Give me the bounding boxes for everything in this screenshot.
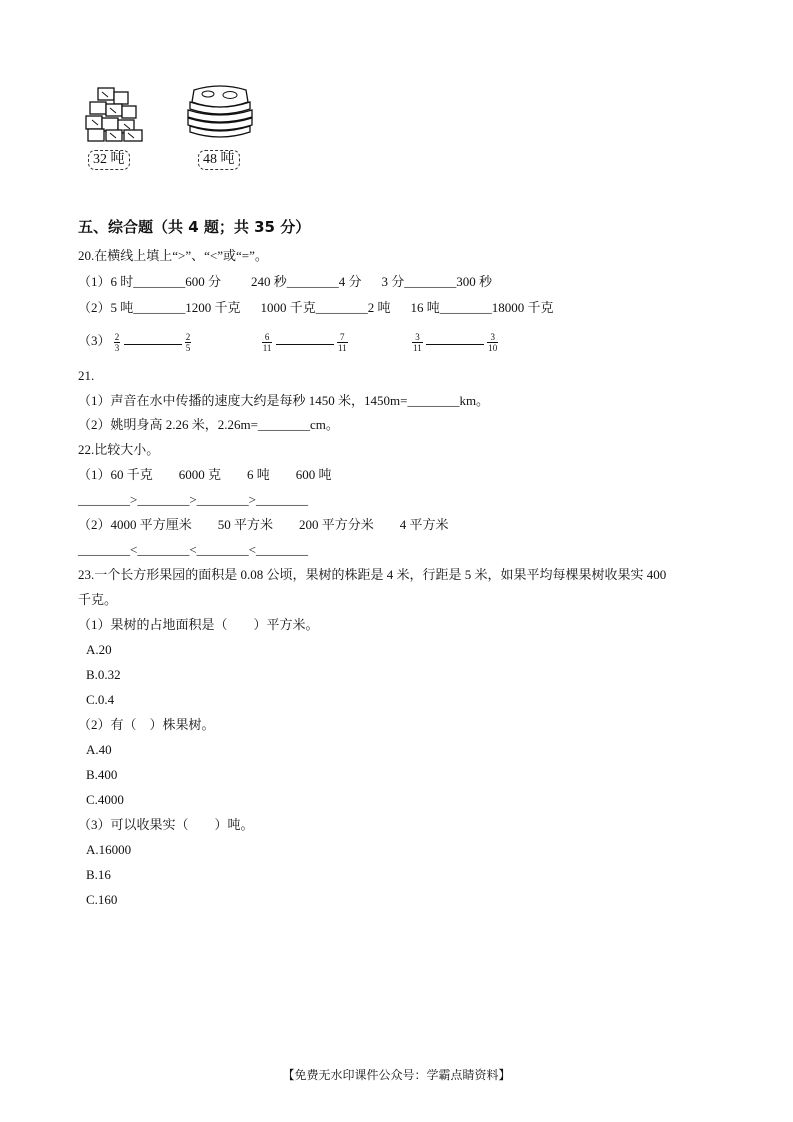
option[interactable]: C.4000 bbox=[86, 792, 124, 807]
q20-2a: （2）5 吨________1200 千克 bbox=[78, 300, 241, 315]
option[interactable]: A.20 bbox=[86, 642, 112, 657]
answer-blank[interactable] bbox=[124, 334, 182, 345]
fraction: $\frac{3}{11}$ bbox=[413, 331, 422, 353]
answer-blank[interactable] bbox=[276, 334, 334, 345]
option[interactable]: C.0.4 bbox=[86, 692, 115, 707]
q20-3-prefix: （3） bbox=[78, 333, 111, 348]
q20-1c: 3 分________300 秒 bbox=[381, 274, 493, 289]
fraction: $\frac{7}{11}$ bbox=[337, 331, 347, 353]
q22-2: （2）4000 平方厘米 50 平方米 200 平方分米 4 平方米 bbox=[78, 517, 449, 532]
boxes-illustration bbox=[84, 84, 146, 142]
q20-row-3 bbox=[78, 328, 498, 354]
q20-row-1 bbox=[78, 273, 492, 291]
q21-stem: 21. bbox=[78, 368, 95, 383]
q21-2: （2）姚明身高 2.26 米，2.26m=________cm。 bbox=[78, 417, 339, 432]
q23-part-3: （3）可以收果实（ ）吨。 bbox=[78, 817, 254, 832]
q20-1b: 240 秒________4 分 bbox=[251, 274, 362, 289]
option[interactable]: C.160 bbox=[86, 892, 118, 907]
q23-part-1: （1）果树的占地面积是（ ）平方米。 bbox=[78, 617, 319, 632]
q23-part-2: （2）有（ ）株果树。 bbox=[78, 717, 215, 732]
answer-blank[interactable] bbox=[426, 334, 484, 345]
bags-illustration bbox=[184, 82, 256, 140]
boxes-weight-tag: 32 吨 bbox=[88, 150, 130, 170]
fraction: $\frac{2}{3}$ bbox=[114, 331, 120, 353]
q23-stem-2: 千克。 bbox=[78, 592, 118, 607]
bags-weight-tag: 48 吨 bbox=[198, 150, 240, 170]
option[interactable]: B.400 bbox=[86, 767, 118, 782]
q22-1: （1）60 千克 6000 克 6 吨 600 吨 bbox=[78, 467, 332, 482]
section-title: 五、综合题（共 4 题；共 35 分） bbox=[78, 218, 311, 236]
q22-2-blanks[interactable]: ________<________<________<________ bbox=[78, 542, 308, 557]
option[interactable]: A.40 bbox=[86, 742, 112, 757]
q23-stem-1: 23.一个长方形果园的面积是 0.08 公顷，果树的株距是 4 米，行距是 5 米，如果平均每棵果树收果实 400 bbox=[78, 567, 667, 582]
q20-stem: 20.在横线上填上“>”、“<”或“=”。 bbox=[78, 248, 268, 263]
q20-2b: 1000 千克________2 吨 bbox=[260, 300, 391, 315]
fraction: $\frac{6}{11}$ bbox=[262, 331, 272, 353]
q22-stem: 22.比较大小。 bbox=[78, 442, 160, 457]
q20-row-2 bbox=[78, 299, 554, 317]
fraction: $\frac{2}{5}$ bbox=[185, 331, 191, 353]
footer-note: 【免费无水印课件公众号：学霸点睛资料】 bbox=[282, 1068, 511, 1082]
q21-1: （1）声音在水中传播的速度大约是每秒 1450 米，1450m=________km。 bbox=[78, 393, 490, 408]
q20-2c: 16 吨________18000 千克 bbox=[410, 300, 554, 315]
option[interactable]: A.16000 bbox=[86, 842, 132, 857]
fraction: $\frac{3}{10}$ bbox=[488, 331, 498, 353]
q22-1-blanks[interactable]: ________>________>________>________ bbox=[78, 492, 308, 507]
option[interactable]: B.16 bbox=[86, 867, 111, 882]
q20-1a: （1）6 时________600 分 bbox=[78, 274, 222, 289]
option[interactable]: B.0.32 bbox=[86, 667, 121, 682]
